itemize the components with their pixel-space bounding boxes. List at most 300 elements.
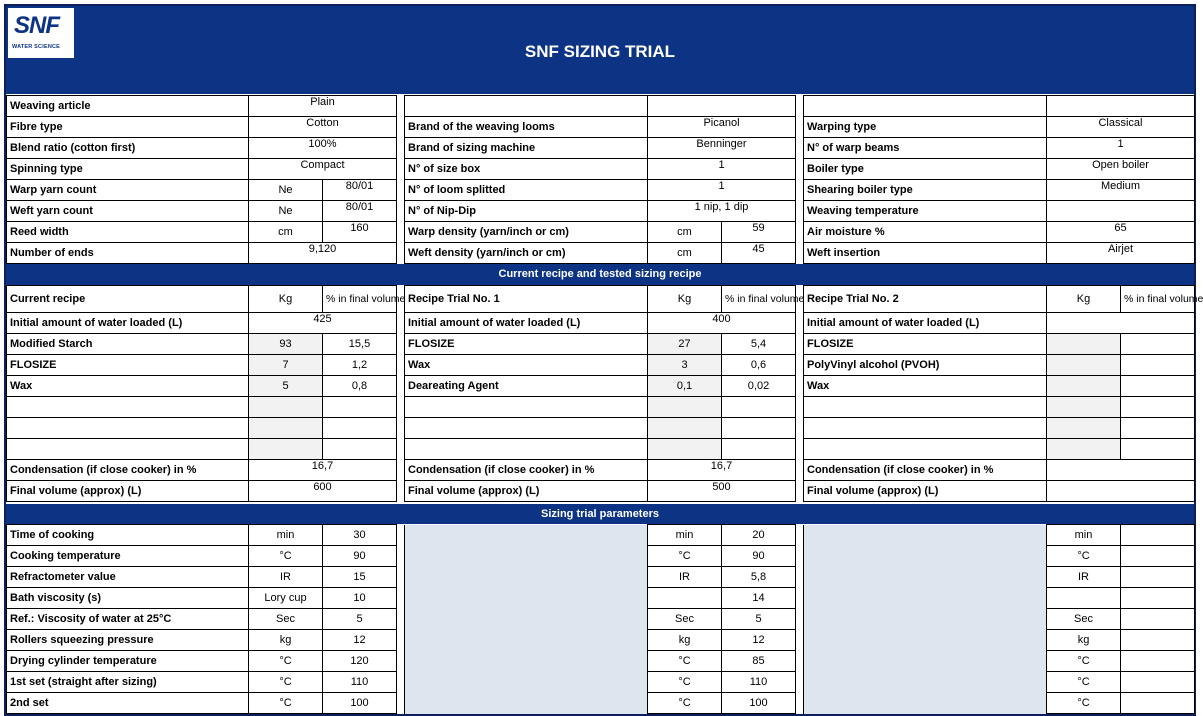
ingredient-percent[interactable]: 1,2 [323, 355, 397, 376]
ingredient-kg[interactable]: 3 [648, 355, 722, 376]
ingredient-row [7, 355, 1195, 376]
param-unit-trial1: Sec [648, 609, 722, 630]
param-unit-trial2: kg [1047, 630, 1121, 651]
param-row [7, 693, 1195, 714]
trial1-shaded-area [405, 525, 648, 546]
general-info-table [6, 95, 1195, 264]
param-current[interactable]: 90 [323, 546, 397, 567]
col-percent: % in final volume [323, 286, 397, 313]
recipe-title: Recipe Trial No. 1 [405, 286, 648, 313]
ingredient-name [405, 439, 648, 460]
ingredient-kg[interactable] [249, 439, 323, 460]
param-trial2[interactable] [1121, 546, 1195, 567]
param-trial2[interactable] [1121, 567, 1195, 588]
param-trial2[interactable] [1121, 588, 1195, 609]
ingredient-kg[interactable] [249, 397, 323, 418]
panel-gap [796, 313, 804, 334]
panel-gap [397, 138, 405, 159]
water-value[interactable]: 400 [648, 313, 796, 334]
field-unit: Ne [249, 180, 323, 201]
trial2-shaded-area [804, 672, 1047, 693]
ingredient-percent[interactable] [722, 418, 796, 439]
field-value[interactable] [1047, 201, 1195, 222]
ingredient-kg[interactable] [1047, 397, 1121, 418]
ingredient-kg[interactable] [1047, 376, 1121, 397]
param-unit-trial2: IR [1047, 567, 1121, 588]
field-unit: cm [648, 222, 722, 243]
param-trial2[interactable] [1121, 672, 1195, 693]
ingredient-row [7, 439, 1195, 460]
param-label: Cooking temperature [7, 546, 249, 567]
panel-gap [397, 481, 405, 502]
final-volume-value[interactable]: 600 [249, 481, 397, 502]
ingredient-percent[interactable] [1121, 439, 1195, 460]
panel-gap [397, 439, 405, 460]
panel-gap [796, 546, 804, 567]
field-label: Brand of sizing machine [405, 138, 648, 159]
param-label: Drying cylinder temperature [7, 651, 249, 672]
param-unit: Sec [249, 609, 323, 630]
condensation-value[interactable] [1047, 460, 1195, 481]
field-label: Weft yarn count [7, 201, 249, 222]
param-unit-trial2: °C [1047, 672, 1121, 693]
param-trial1[interactable]: 14 [722, 588, 796, 609]
param-row [7, 546, 1195, 567]
ingredient-percent[interactable] [323, 397, 397, 418]
field-label: N° of size box [405, 159, 648, 180]
panel-gap [796, 243, 804, 264]
final-volume-label: Final volume (approx) (L) [405, 481, 648, 502]
field-value[interactable]: Open boiler [1047, 159, 1195, 180]
ingredient-name: FLOSIZE [405, 334, 648, 355]
param-unit-trial1: °C [648, 651, 722, 672]
param-current[interactable]: 110 [323, 672, 397, 693]
panel-gap [397, 672, 405, 693]
ingredient-name: FLOSIZE [7, 355, 249, 376]
ingredient-percent[interactable] [1121, 355, 1195, 376]
ingredient-percent[interactable]: 0,8 [323, 376, 397, 397]
field-label: Blend ratio (cotton first) [7, 138, 249, 159]
ingredient-percent[interactable] [1121, 418, 1195, 439]
trial2-shaded-area [804, 651, 1047, 672]
field-label: Warp yarn count [7, 180, 249, 201]
param-trial1[interactable]: 20 [722, 525, 796, 546]
ingredient-kg[interactable] [1047, 334, 1121, 355]
field-label: Warping type [804, 117, 1047, 138]
param-trial1[interactable]: 85 [722, 651, 796, 672]
field-value[interactable]: Compact [249, 159, 397, 180]
field-value[interactable] [1047, 96, 1195, 117]
condensation-label: Condensation (if close cooker) in % [804, 460, 1047, 481]
param-trial2[interactable] [1121, 630, 1195, 651]
ingredient-percent[interactable] [1121, 397, 1195, 418]
field-label: Weaving temperature [804, 201, 1047, 222]
field-label: Brand of the weaving looms [405, 117, 648, 138]
panel-gap [397, 117, 405, 138]
field-label: Shearing boiler type [804, 180, 1047, 201]
field-value[interactable]: Cotton [249, 117, 397, 138]
ingredient-kg[interactable] [648, 439, 722, 460]
general-row [7, 201, 1195, 222]
trial2-shaded-area [804, 525, 1047, 546]
param-current[interactable]: 10 [323, 588, 397, 609]
panel-gap [397, 588, 405, 609]
general-row [7, 243, 1195, 264]
param-label: 2nd set [7, 693, 249, 714]
param-row [7, 588, 1195, 609]
param-row [7, 567, 1195, 588]
trial1-shaded-area [405, 630, 648, 651]
param-unit-trial2: min [1047, 525, 1121, 546]
param-trial1[interactable]: 12 [722, 630, 796, 651]
water-row [7, 313, 1195, 334]
ingredient-percent[interactable]: 15,5 [323, 334, 397, 355]
field-unit: cm [249, 222, 323, 243]
params-band: Sizing trial parameters [6, 504, 1194, 524]
param-trial1[interactable]: 110 [722, 672, 796, 693]
ingredient-name [804, 418, 1047, 439]
param-label: Bath viscosity (s) [7, 588, 249, 609]
panel-gap [796, 355, 804, 376]
field-value[interactable]: 9,120 [249, 243, 397, 264]
panel-gap [397, 334, 405, 355]
panel-gap [397, 525, 405, 546]
panel-gap [397, 96, 405, 117]
trial2-shaded-area [804, 630, 1047, 651]
panel-gap [397, 418, 405, 439]
param-row [7, 525, 1195, 546]
param-unit-trial1: °C [648, 672, 722, 693]
panel-gap [796, 651, 804, 672]
ingredient-percent[interactable]: 5,4 [722, 334, 796, 355]
param-trial2[interactable] [1121, 525, 1195, 546]
field-label: N° of loom splitted [405, 180, 648, 201]
ingredient-name: Wax [804, 376, 1047, 397]
final-volume-value[interactable]: 500 [648, 481, 796, 502]
param-current[interactable]: 15 [323, 567, 397, 588]
trial1-shaded-area [405, 546, 648, 567]
final-volume-row [7, 481, 1195, 502]
param-unit-trial2: °C [1047, 546, 1121, 567]
col-unit: Kg [648, 286, 722, 313]
param-current[interactable]: 120 [323, 651, 397, 672]
field-value[interactable]: Medium [1047, 180, 1195, 201]
panel-gap [796, 397, 804, 418]
field-label: N° of warp beams [804, 138, 1047, 159]
param-trial1[interactable]: 100 [722, 693, 796, 714]
param-unit: °C [249, 672, 323, 693]
panel-gap [796, 439, 804, 460]
panel-gap [397, 693, 405, 714]
ingredient-kg[interactable]: 27 [648, 334, 722, 355]
param-unit: °C [249, 651, 323, 672]
param-unit-trial1: °C [648, 693, 722, 714]
field-value[interactable]: 1 [648, 180, 796, 201]
panel-gap [796, 376, 804, 397]
general-row [7, 117, 1195, 138]
panel-gap [796, 201, 804, 222]
col-percent: % in final volume [1121, 286, 1195, 313]
panel-gap [796, 630, 804, 651]
param-label: Refractometer value [7, 567, 249, 588]
param-unit-trial2: Sec [1047, 609, 1121, 630]
param-unit: kg [249, 630, 323, 651]
panel-gap [397, 313, 405, 334]
ingredient-percent[interactable] [1121, 376, 1195, 397]
param-unit: °C [249, 546, 323, 567]
param-current[interactable]: 30 [323, 525, 397, 546]
ingredient-percent[interactable] [323, 418, 397, 439]
field-label [405, 96, 648, 117]
ingredient-name: PolyVinyl alcohol (PVOH) [804, 355, 1047, 376]
panel-gap [796, 117, 804, 138]
ingredient-row [7, 334, 1195, 355]
field-value[interactable]: 1 [648, 159, 796, 180]
trial2-shaded-area [804, 546, 1047, 567]
param-trial1[interactable]: 5 [722, 609, 796, 630]
panel-gap [796, 222, 804, 243]
sizing-trial-sheet [4, 4, 1203, 716]
water-label: Initial amount of water loaded (L) [7, 313, 249, 334]
condensation-value[interactable]: 16,7 [648, 460, 796, 481]
param-unit: °C [249, 693, 323, 714]
param-label: Ref.: Viscosity of water at 25°C [7, 609, 249, 630]
panel-gap [397, 651, 405, 672]
ingredient-name [7, 418, 249, 439]
trial1-shaded-area [405, 672, 648, 693]
ingredient-kg[interactable] [1047, 439, 1121, 460]
field-unit: cm [648, 243, 722, 264]
logo-subtext: WATER SCIENCE [12, 44, 61, 50]
field-value[interactable]: 59 [722, 222, 796, 243]
general-row [7, 96, 1195, 117]
ingredient-name: FLOSIZE [804, 334, 1047, 355]
panel-gap [397, 460, 405, 481]
field-label: Number of ends [7, 243, 249, 264]
trial2-shaded-area [804, 693, 1047, 714]
field-value[interactable]: 1 [1047, 138, 1195, 159]
ingredient-name: Wax [7, 376, 249, 397]
param-trial1[interactable]: 90 [722, 546, 796, 567]
param-unit: min [249, 525, 323, 546]
general-row [7, 138, 1195, 159]
field-value[interactable]: 65 [1047, 222, 1195, 243]
panel-gap [796, 588, 804, 609]
ingredient-name: Deareating Agent [405, 376, 648, 397]
field-value[interactable] [648, 96, 796, 117]
final-volume-value[interactable] [1047, 481, 1195, 502]
page-title: SNF SIZING TRIAL [524, 42, 676, 61]
param-unit-trial2 [1047, 588, 1121, 609]
param-unit-trial1: kg [648, 630, 722, 651]
panel-gap [397, 201, 405, 222]
param-row [7, 609, 1195, 630]
ingredient-percent[interactable] [323, 439, 397, 460]
field-label: Weaving article [7, 96, 249, 117]
field-value[interactable]: 160 [323, 222, 397, 243]
param-unit-trial1: °C [648, 546, 722, 567]
field-label: Fibre type [7, 117, 249, 138]
col-percent: % in final volume [722, 286, 796, 313]
param-current[interactable]: 5 [323, 609, 397, 630]
field-value[interactable]: Picanol [648, 117, 796, 138]
recipe-title: Current recipe [7, 286, 249, 313]
condensation-value[interactable]: 16,7 [249, 460, 397, 481]
ingredient-kg[interactable] [249, 418, 323, 439]
header-bar [6, 6, 1194, 94]
ingredient-kg[interactable]: 0,1 [648, 376, 722, 397]
ingredient-row [7, 376, 1195, 397]
final-volume-label: Final volume (approx) (L) [7, 481, 249, 502]
field-label: Boiler type [804, 159, 1047, 180]
col-unit: Kg [1047, 286, 1121, 313]
trial2-shaded-area [804, 567, 1047, 588]
ingredient-name [804, 439, 1047, 460]
ingredient-kg[interactable]: 7 [249, 355, 323, 376]
panel-gap [796, 672, 804, 693]
field-label: Weft insertion [804, 243, 1047, 264]
ingredient-name [804, 397, 1047, 418]
panel-gap [397, 630, 405, 651]
param-row [7, 672, 1195, 693]
param-unit-trial1: min [648, 525, 722, 546]
field-unit: Ne [249, 201, 323, 222]
panel-gap [397, 222, 405, 243]
param-unit-trial1: IR [648, 567, 722, 588]
params-table [6, 524, 1195, 714]
condensation-row [7, 460, 1195, 481]
panel-gap [796, 693, 804, 714]
param-unit: Lory cup [249, 588, 323, 609]
field-value[interactable]: 80/01 [323, 201, 397, 222]
field-label: Reed width [7, 222, 249, 243]
param-label: 1st set (straight after sizing) [7, 672, 249, 693]
panel-gap [397, 355, 405, 376]
trial2-shaded-area [804, 609, 1047, 630]
ingredient-name: Modified Starch [7, 334, 249, 355]
param-unit: IR [249, 567, 323, 588]
panel-gap [397, 159, 405, 180]
param-trial2[interactable] [1121, 693, 1195, 714]
panel-gap [796, 418, 804, 439]
panel-gap [796, 138, 804, 159]
ingredient-kg[interactable] [1047, 418, 1121, 439]
ingredient-name [405, 397, 648, 418]
field-label: N° of Nip-Dip [405, 201, 648, 222]
panel-gap [397, 243, 405, 264]
condensation-label: Condensation (if close cooker) in % [405, 460, 648, 481]
trial1-shaded-area [405, 693, 648, 714]
ingredient-name [405, 418, 648, 439]
recipe-title: Recipe Trial No. 2 [804, 286, 1047, 313]
field-value[interactable]: Benninger [648, 138, 796, 159]
recipe-band: Current recipe and tested sizing recipe [6, 264, 1194, 285]
field-value[interactable]: 80/01 [323, 180, 397, 201]
general-row [7, 180, 1195, 201]
water-value[interactable]: 425 [249, 313, 397, 334]
recipe-table [6, 285, 1203, 502]
param-trial1[interactable]: 5,8 [722, 567, 796, 588]
field-value[interactable]: 1 nip, 1 dip [648, 201, 796, 222]
trial2-shaded-area [804, 588, 1047, 609]
panel-gap [397, 567, 405, 588]
trial1-shaded-area [405, 651, 648, 672]
water-label: Initial amount of water loaded (L) [804, 313, 1047, 334]
panel-gap [397, 546, 405, 567]
trial1-shaded-area [405, 609, 648, 630]
ingredient-kg[interactable] [648, 397, 722, 418]
panel-gap [796, 159, 804, 180]
panel-gap [796, 567, 804, 588]
trial1-shaded-area [405, 588, 648, 609]
trial1-shaded-area [405, 567, 648, 588]
ingredient-name [7, 439, 249, 460]
param-unit-trial2: °C [1047, 651, 1121, 672]
ingredient-name: Wax [405, 355, 648, 376]
panel-gap [397, 397, 405, 418]
field-label [804, 96, 1047, 117]
water-value[interactable] [1047, 313, 1195, 334]
general-row [7, 222, 1195, 243]
panel-gap [796, 180, 804, 201]
ingredient-name [7, 397, 249, 418]
param-current[interactable]: 12 [323, 630, 397, 651]
ingredient-kg[interactable] [1047, 355, 1121, 376]
param-unit-trial2: °C [1047, 693, 1121, 714]
ingredient-kg[interactable]: 93 [249, 334, 323, 355]
panel-gap [796, 460, 804, 481]
water-label: Initial amount of water loaded (L) [405, 313, 648, 334]
panel-gap [397, 180, 405, 201]
param-unit-trial1 [648, 588, 722, 609]
panel-gap [796, 334, 804, 355]
ingredient-kg[interactable]: 5 [249, 376, 323, 397]
panel-gap [397, 609, 405, 630]
ingredient-row [7, 418, 1195, 439]
field-value[interactable]: 100% [249, 138, 397, 159]
param-trial2[interactable] [1121, 609, 1195, 630]
panel-gap [796, 96, 804, 117]
param-row [7, 651, 1195, 672]
field-value[interactable]: Airjet [1047, 243, 1195, 264]
param-trial2[interactable] [1121, 651, 1195, 672]
param-label: Rollers squeezing pressure [7, 630, 249, 651]
field-label: Warp density (yarn/inch or cm) [405, 222, 648, 243]
field-value[interactable]: Plain [249, 96, 397, 117]
ingredient-kg[interactable] [648, 418, 722, 439]
general-row [7, 159, 1195, 180]
final-volume-label: Final volume (approx) (L) [804, 481, 1047, 502]
field-value[interactable]: 45 [722, 243, 796, 264]
condensation-label: Condensation (if close cooker) in % [7, 460, 249, 481]
ingredient-percent[interactable]: 0,02 [722, 376, 796, 397]
field-label: Weft density (yarn/inch or cm) [405, 243, 648, 264]
ingredient-percent[interactable] [722, 397, 796, 418]
ingredient-percent[interactable]: 0,6 [722, 355, 796, 376]
field-label: Air moisture % [804, 222, 1047, 243]
param-row [7, 630, 1195, 651]
ingredient-row [7, 397, 1195, 418]
panel-gap [796, 609, 804, 630]
param-label: Time of cooking [7, 525, 249, 546]
param-current[interactable]: 100 [323, 693, 397, 714]
field-value[interactable]: Classical [1047, 117, 1195, 138]
ingredient-percent[interactable] [1121, 334, 1195, 355]
ingredient-percent[interactable] [722, 439, 796, 460]
field-label: Spinning type [7, 159, 249, 180]
panel-gap [397, 376, 405, 397]
col-unit: Kg [249, 286, 323, 313]
